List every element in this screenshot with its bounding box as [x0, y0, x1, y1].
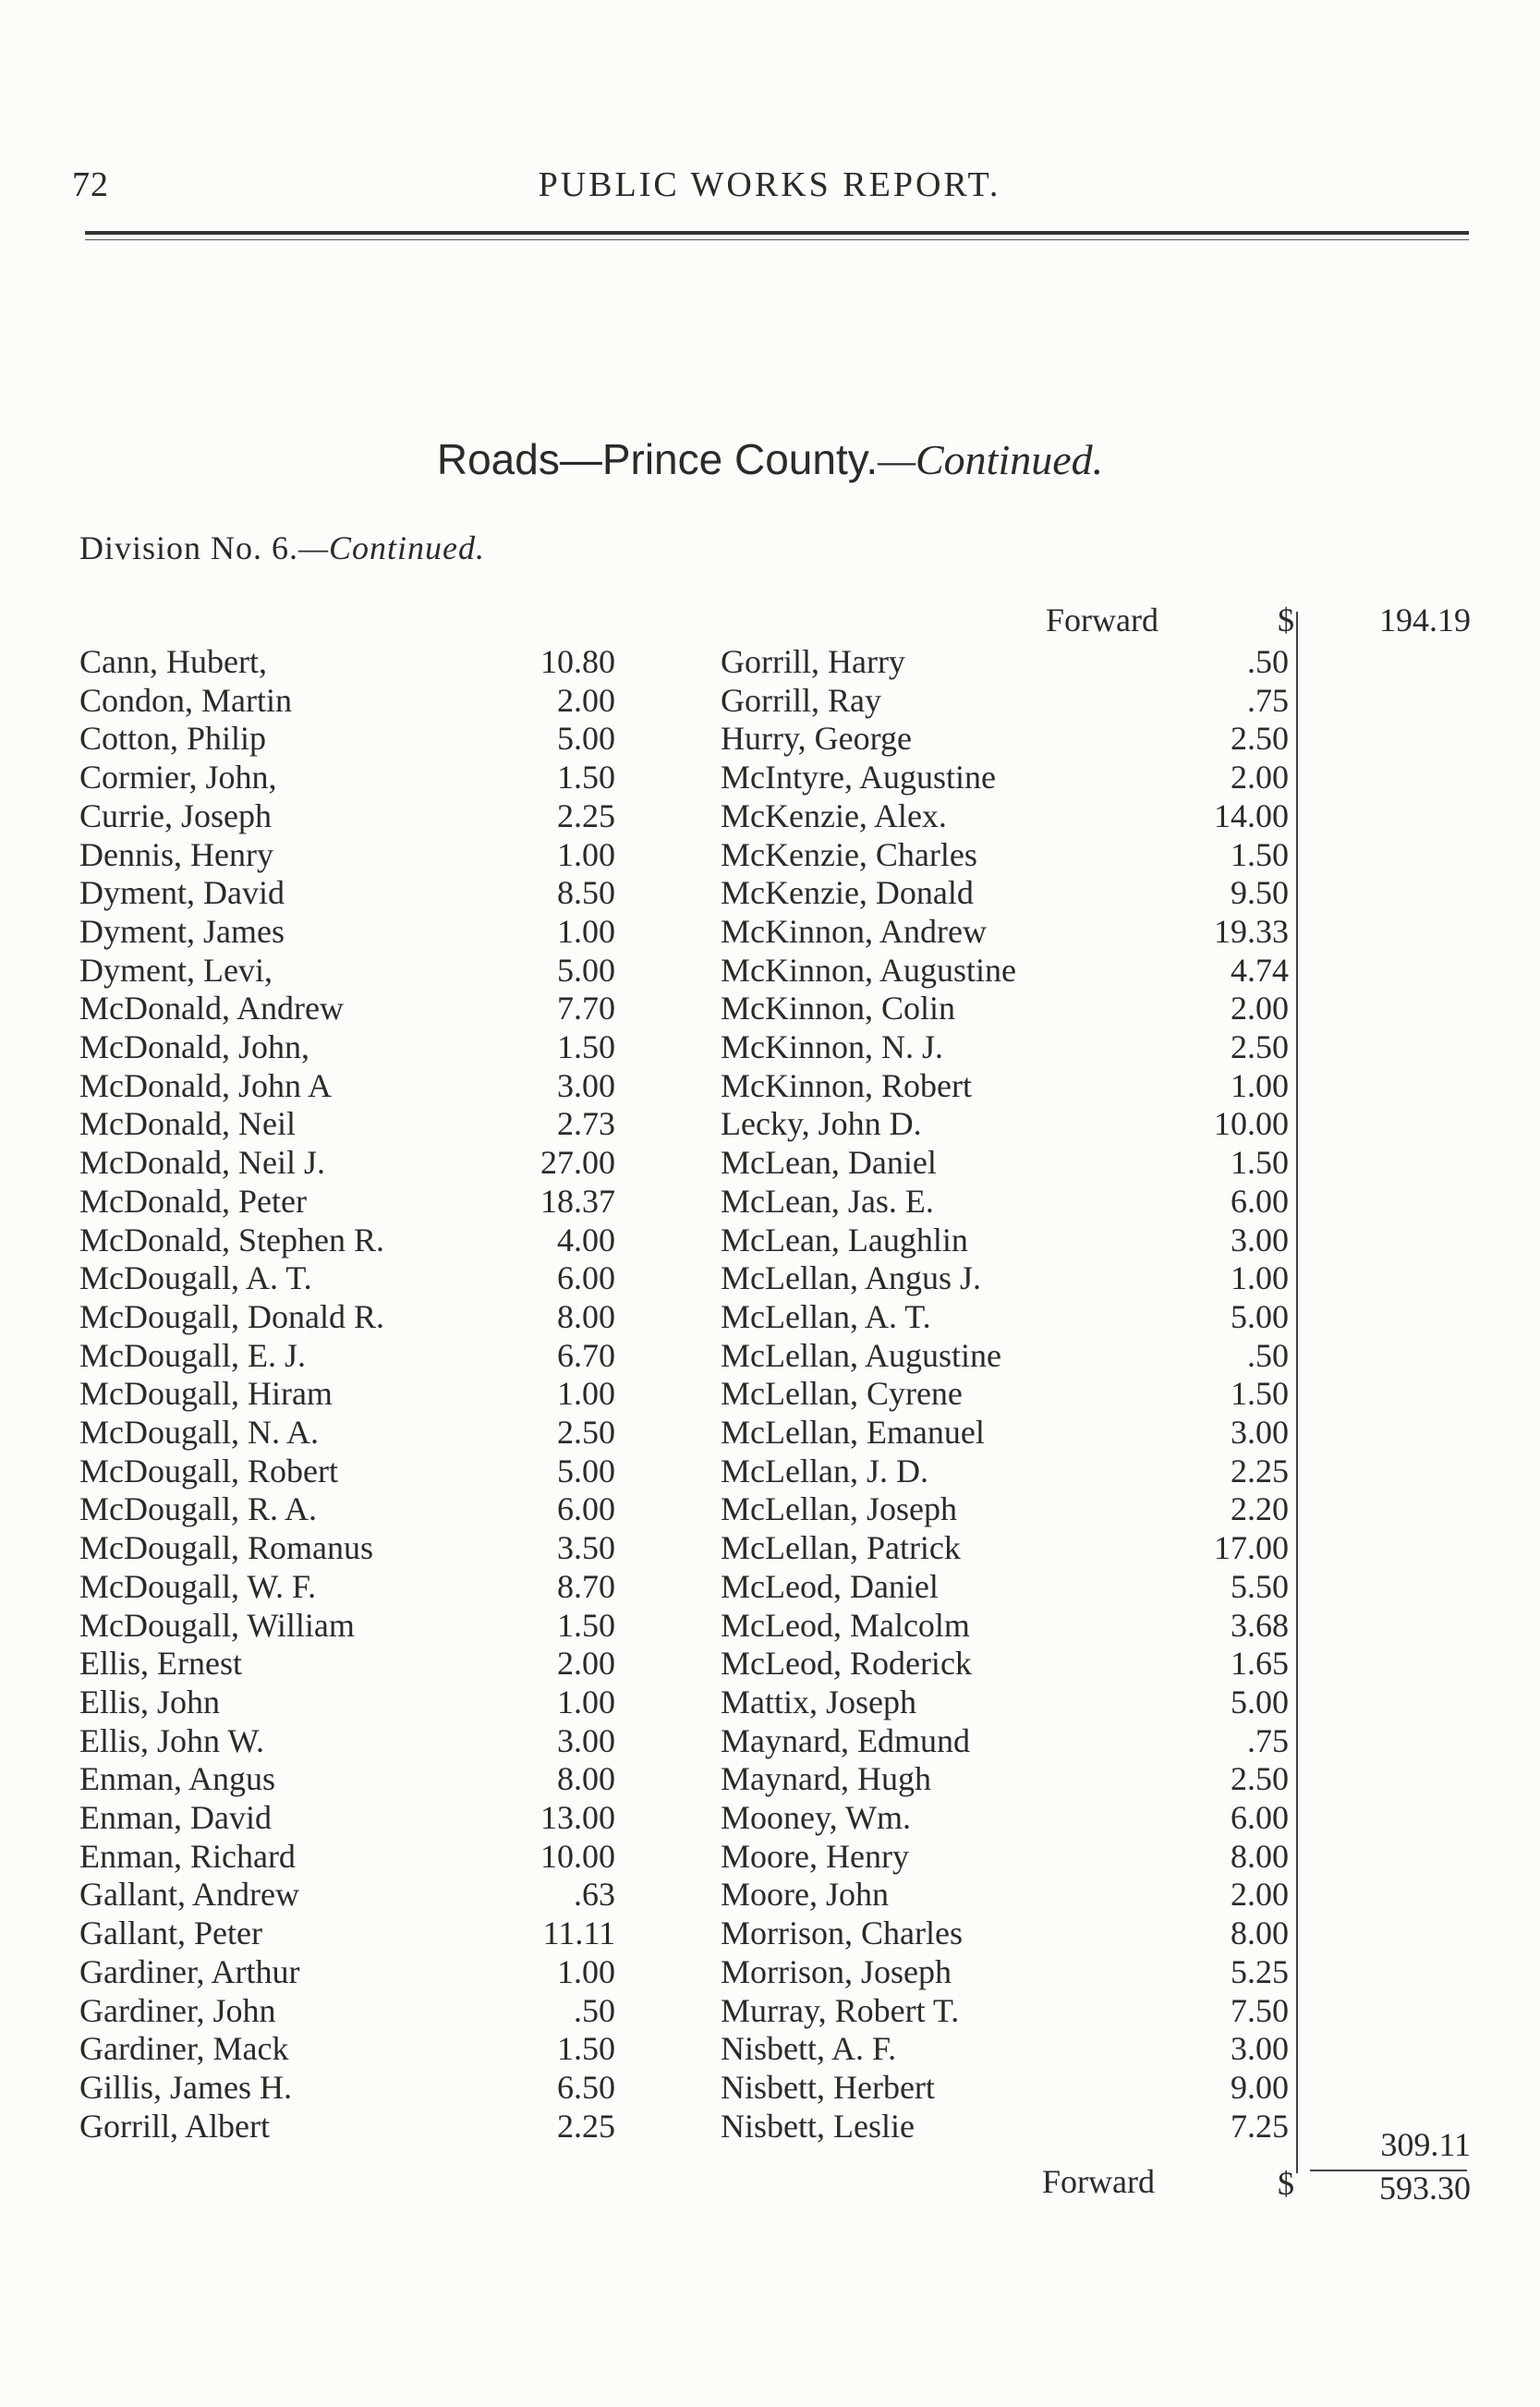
- entry-name: McKinnon, Colin: [721, 990, 956, 1027]
- entry-name: Enman, Angus: [79, 1760, 275, 1798]
- entry-amount: 5.00: [557, 951, 615, 989]
- list-item: [79, 681, 615, 720]
- entry-amount: 2.00: [1231, 990, 1289, 1027]
- list-item: [721, 681, 1289, 720]
- list-item: [721, 1452, 1289, 1490]
- entry-name: Moore, John: [721, 1876, 889, 1914]
- division-heading: [79, 529, 485, 567]
- entry-amount: 1.65: [1231, 1645, 1289, 1683]
- list-item: [79, 873, 615, 912]
- list-item: [721, 912, 1289, 951]
- entry-amount: .50: [574, 1991, 615, 2029]
- list-item: [721, 1683, 1289, 1721]
- division-label: Division No. 6.: [79, 529, 299, 566]
- entry-name: McDougall, William: [79, 1606, 355, 1644]
- entry-amount: 7.25: [1231, 2107, 1289, 2145]
- entry-name: Nisbett, Leslie: [721, 2107, 915, 2145]
- entry-name: McLellan, A. T.: [721, 1297, 931, 1335]
- entry-amount: 9.50: [1231, 874, 1289, 912]
- page-header: [72, 164, 1467, 211]
- list-item: [721, 1991, 1289, 2030]
- list-item: [721, 1066, 1289, 1105]
- list-item: [79, 1567, 615, 1606]
- list-item: [79, 2107, 615, 2146]
- list-item: [721, 719, 1289, 758]
- list-item: [721, 1798, 1289, 1837]
- list-item: [79, 1452, 615, 1490]
- entry-name: Mooney, Wm.: [721, 1799, 911, 1836]
- list-item: [721, 758, 1289, 796]
- entry-name: Gorrill, Albert: [79, 2107, 270, 2145]
- entry-amount: 2.25: [557, 796, 615, 834]
- entry-amount: 3.00: [557, 1066, 615, 1104]
- list-item: [79, 1413, 615, 1452]
- list-item: [721, 1027, 1289, 1066]
- entry-name: McKinnon, Andrew: [721, 912, 987, 950]
- entry-amount: 1.50: [1231, 1375, 1289, 1413]
- entry-amount: 4.74: [1231, 951, 1289, 989]
- entry-name: Gorrill, Harry: [721, 643, 905, 680]
- entry-name: Moore, Henry: [721, 1837, 909, 1875]
- entry-amount: 1.00: [557, 1683, 615, 1720]
- list-item: [79, 2068, 615, 2107]
- entry-name: Lecky, John D.: [721, 1105, 922, 1143]
- entry-name: McLellan, Angus J.: [721, 1259, 981, 1297]
- entry-name: McDougall, Romanus: [79, 1529, 373, 1567]
- entry-amount: 2.25: [557, 2107, 615, 2145]
- list-item: [79, 1143, 615, 1182]
- entry-amount: 5.00: [1231, 1297, 1289, 1335]
- division-continued: —Continued.: [298, 529, 486, 566]
- forward-bottom-amount: 593.30: [1379, 2170, 1471, 2206]
- entry-amount: 8.00: [557, 1760, 615, 1798]
- list-item: [79, 1182, 615, 1221]
- entry-amount: 1.50: [557, 1028, 615, 1065]
- header-rule: [85, 231, 1469, 235]
- entry-amount: 8.00: [1231, 1837, 1289, 1875]
- entry-amount: 2.00: [557, 1645, 615, 1683]
- entry-amount: 1.00: [1231, 1066, 1289, 1104]
- entry-name: McDougall, Robert: [79, 1452, 338, 1489]
- list-item: [79, 719, 615, 758]
- entry-amount: 3.00: [557, 1721, 615, 1759]
- list-item: [721, 1606, 1289, 1645]
- list-item: [721, 2107, 1289, 2146]
- entry-amount: .50: [1247, 643, 1289, 680]
- section-title: [0, 434, 1540, 484]
- entry-name: Condon, Martin: [79, 681, 292, 719]
- list-item: [721, 1721, 1289, 1760]
- entry-amount: 10.00: [1214, 1105, 1289, 1143]
- list-item: [79, 835, 615, 874]
- entry-name: Gallant, Andrew: [79, 1876, 299, 1914]
- entry-amount: 11.11: [542, 1915, 615, 1952]
- entry-amount: 2.50: [1231, 1760, 1289, 1798]
- entry-name: McDougall, E. J.: [79, 1336, 306, 1374]
- header-rule-thin: [85, 239, 1469, 240]
- entry-name: McKinnon, N. J.: [721, 1028, 943, 1065]
- entry-amount: 18.37: [540, 1182, 615, 1220]
- entry-name: Gorrill, Ray: [721, 681, 881, 719]
- entry-name: McLellan, Cyrene: [721, 1375, 963, 1413]
- list-item: [721, 951, 1289, 990]
- entry-amount: 2.50: [1231, 1028, 1289, 1065]
- entry-name: McDougall, W. F.: [79, 1567, 317, 1605]
- entry-name: McLean, Laughlin: [721, 1221, 968, 1258]
- entry-amount: 8.50: [557, 874, 615, 912]
- entry-amount: 8.00: [1231, 1915, 1289, 1952]
- entry-amount: 5.50: [1231, 1567, 1289, 1605]
- list-item: [79, 2029, 615, 2068]
- entry-amount: 19.33: [1214, 912, 1289, 950]
- entry-name: Maynard, Hugh: [721, 1760, 931, 1798]
- entry-name: McLeod, Malcolm: [721, 1606, 970, 1644]
- list-item: [721, 873, 1289, 912]
- list-item: [721, 1413, 1289, 1452]
- list-item: [721, 1143, 1289, 1182]
- list-item: [79, 1066, 615, 1105]
- entry-amount: 2.73: [557, 1105, 615, 1143]
- entry-amount: 7.50: [1231, 1991, 1289, 2029]
- entry-name: Morrison, Joseph: [721, 1952, 952, 1990]
- entry-amount: 5.00: [557, 1452, 615, 1489]
- entry-name: McDougall, A. T.: [79, 1259, 312, 1297]
- entry-amount: .75: [1247, 681, 1289, 719]
- list-item: [721, 796, 1289, 835]
- section-title-main: Roads—Prince County.: [436, 435, 879, 483]
- entry-amount: 3.68: [1231, 1606, 1289, 1644]
- list-item: [79, 912, 615, 951]
- entry-name: McLellan, Augustine: [721, 1336, 1001, 1374]
- entry-name: Enman, David: [79, 1799, 272, 1836]
- list-item: [721, 1644, 1289, 1683]
- entry-name: Gardiner, Mack: [79, 2030, 289, 2068]
- entry-amount: 10.80: [540, 643, 615, 680]
- entry-amount: 1.00: [557, 912, 615, 950]
- list-item: [79, 1221, 615, 1259]
- list-item: [79, 1528, 615, 1567]
- list-item: [721, 1489, 1289, 1528]
- entry-name: Currie, Joseph: [79, 796, 272, 834]
- entry-amount: 10.00: [540, 1837, 615, 1875]
- entry-amount: 6.00: [557, 1259, 615, 1297]
- list-item: [721, 1837, 1289, 1876]
- entry-name: McKenzie, Charles: [721, 835, 977, 873]
- entry-name: McLean, Daniel: [721, 1144, 937, 1182]
- list-item: [79, 1721, 615, 1760]
- list-item: [721, 1221, 1289, 1259]
- entry-amount: 1.00: [1231, 1259, 1289, 1297]
- list-item: [721, 1528, 1289, 1567]
- entry-amount: 1.00: [557, 1375, 615, 1413]
- forward-bottom-label: Forward: [1042, 2163, 1155, 2200]
- page-number: 72: [72, 165, 109, 204]
- entry-name: McDonald, Andrew: [79, 990, 344, 1027]
- list-item: [721, 1258, 1289, 1297]
- list-item: [721, 1182, 1289, 1221]
- entry-name: McDougall, Hiram: [79, 1375, 333, 1413]
- list-item: [79, 1952, 615, 1991]
- entry-name: McIntyre, Augustine: [721, 759, 996, 796]
- entry-amount: 2.25: [1231, 1452, 1289, 1489]
- list-item: [79, 1027, 615, 1066]
- entry-name: McLean, Jas. E.: [721, 1182, 934, 1220]
- entry-amount: 3.00: [1231, 2030, 1289, 2068]
- entry-name: Morrison, Charles: [721, 1915, 963, 1952]
- section-title-continued: —Continued.: [878, 436, 1104, 483]
- entry-amount: 4.00: [557, 1221, 615, 1258]
- list-item: [721, 1875, 1289, 1914]
- entry-name: Nisbett, Herbert: [721, 2068, 935, 2106]
- entry-amount: 6.50: [557, 2068, 615, 2106]
- list-item: [721, 1336, 1289, 1375]
- entry-name: McDonald, Neil J.: [79, 1144, 325, 1182]
- entry-name: McLellan, Joseph: [721, 1490, 957, 1528]
- entry-name: McLeod, Roderick: [721, 1645, 972, 1683]
- entry-name: Ellis, John W.: [79, 1721, 265, 1759]
- entry-name: Gillis, James H.: [79, 2068, 292, 2106]
- entry-name: Dyment, David: [79, 874, 285, 912]
- entry-amount: 9.00: [1231, 2068, 1289, 2106]
- list-item: [79, 758, 615, 796]
- running-head: PUBLIC WORKS REPORT.: [538, 165, 1001, 204]
- entry-name: Dyment, James: [79, 912, 285, 950]
- list-item: [721, 1374, 1289, 1413]
- entry-name: Ellis, Ernest: [79, 1645, 242, 1683]
- entry-amount: 1.00: [557, 835, 615, 873]
- entry-name: McKenzie, Alex.: [721, 796, 947, 834]
- entry-amount: 1.50: [557, 2030, 615, 2068]
- list-item: [79, 1914, 615, 1952]
- list-item: [79, 1297, 615, 1336]
- list-item: [721, 642, 1289, 681]
- list-item: [721, 1567, 1289, 1606]
- entry-amount: 1.50: [557, 759, 615, 796]
- entry-name: Gardiner, John: [79, 1991, 276, 2029]
- list-item: [79, 1683, 615, 1721]
- list-item: [79, 1374, 615, 1413]
- list-item: [79, 1644, 615, 1683]
- entry-name: Gallant, Peter: [79, 1915, 262, 1952]
- list-item: [79, 1489, 615, 1528]
- forward-bottom-currency: $: [1278, 2165, 1294, 2202]
- list-item: [79, 796, 615, 835]
- entry-amount: 6.00: [1231, 1182, 1289, 1220]
- entry-amount: 6.00: [557, 1490, 615, 1528]
- entry-amount: 1.50: [1231, 1144, 1289, 1182]
- entry-name: McDougall, R. A.: [79, 1490, 317, 1528]
- list-item: [721, 1759, 1289, 1798]
- entry-amount: 6.70: [557, 1336, 615, 1374]
- entry-name: McLellan, J. D.: [721, 1452, 928, 1489]
- page-subtotal: 309.11: [1380, 2126, 1471, 2163]
- entry-amount: 1.50: [1231, 835, 1289, 873]
- list-item: [79, 1606, 615, 1645]
- list-item: [721, 1104, 1289, 1143]
- entry-amount: .63: [574, 1876, 615, 1914]
- list-item: [79, 989, 615, 1027]
- entry-name: Hurry, George: [721, 720, 912, 758]
- forward-top-amount: 194.19: [1379, 602, 1471, 638]
- entry-amount: 2.50: [1231, 720, 1289, 758]
- entry-amount: 27.00: [540, 1144, 615, 1182]
- entry-name: McDonald, John,: [79, 1028, 309, 1065]
- list-item: [79, 1258, 615, 1297]
- entry-name: McLellan, Emanuel: [721, 1414, 985, 1451]
- entry-amount: 3.00: [1231, 1221, 1289, 1258]
- list-item: [79, 951, 615, 990]
- entry-amount: 1.00: [557, 1952, 615, 1990]
- entry-amount: 5.25: [1231, 1952, 1289, 1990]
- entry-amount: .75: [1247, 1721, 1289, 1759]
- entry-name: Dennis, Henry: [79, 835, 273, 873]
- entry-amount: 17.00: [1214, 1529, 1289, 1567]
- entry-name: Cann, Hubert,: [79, 643, 267, 680]
- list-item: [79, 1759, 615, 1798]
- list-item: [721, 1952, 1289, 1991]
- entry-name: McDougall, N. A.: [79, 1414, 319, 1451]
- entry-name: Nisbett, A. F.: [721, 2030, 897, 2068]
- entry-amount: 14.00: [1214, 796, 1289, 834]
- list-item: [721, 1914, 1289, 1952]
- entry-name: Maynard, Edmund: [721, 1721, 970, 1759]
- entry-name: Mattix, Joseph: [721, 1683, 916, 1720]
- list-item: [721, 835, 1289, 874]
- entry-amount: 5.00: [557, 720, 615, 758]
- entry-name: Cotton, Philip: [79, 720, 267, 758]
- list-item: [721, 989, 1289, 1027]
- entry-name: Enman, Richard: [79, 1837, 296, 1875]
- forward-top-label: Forward: [1046, 602, 1158, 638]
- entry-name: McKinnon, Robert: [721, 1066, 972, 1104]
- list-item: [721, 1297, 1289, 1336]
- entry-name: Gardiner, Arthur: [79, 1952, 300, 1990]
- entry-amount: 3.00: [1231, 1414, 1289, 1451]
- amount-column-rule: [1296, 612, 1298, 2173]
- entry-name: Dyment, Levi,: [79, 951, 273, 989]
- entry-amount: 1.50: [557, 1606, 615, 1644]
- entry-amount: .50: [1247, 1336, 1289, 1374]
- entry-amount: 2.20: [1231, 1490, 1289, 1528]
- list-item: [79, 1336, 615, 1375]
- entry-name: McDonald, Neil: [79, 1105, 296, 1143]
- list-item: [79, 1875, 615, 1914]
- list-item: [721, 2068, 1289, 2107]
- entry-amount: 2.00: [557, 681, 615, 719]
- entry-amount: 13.00: [540, 1799, 615, 1836]
- entry-name: McDougall, Donald R.: [79, 1297, 384, 1335]
- entry-name: Murray, Robert T.: [721, 1991, 960, 2029]
- entry-name: Cormier, John,: [79, 759, 277, 796]
- list-item: [721, 2029, 1289, 2068]
- entry-name: McLellan, Patrick: [721, 1529, 961, 1567]
- list-item: [79, 1104, 615, 1143]
- forward-top-currency: $: [1278, 602, 1294, 638]
- entry-name: McDonald, Peter: [79, 1182, 307, 1220]
- entry-name: McDonald, Stephen R.: [79, 1221, 384, 1258]
- entry-amount: 5.00: [1231, 1683, 1289, 1720]
- entry-name: Ellis, John: [79, 1683, 221, 1720]
- entry-amount: 2.00: [1231, 1876, 1289, 1914]
- entry-name: McKinnon, Augustine: [721, 951, 1016, 989]
- entry-amount: 8.00: [557, 1297, 615, 1335]
- list-item: [79, 1837, 615, 1876]
- entry-name: McDonald, John A: [79, 1066, 332, 1104]
- entry-amount: 2.50: [557, 1414, 615, 1451]
- entry-amount: 6.00: [1231, 1799, 1289, 1836]
- entry-amount: 2.00: [1231, 759, 1289, 796]
- entry-name: McKenzie, Donald: [721, 874, 974, 912]
- list-item: [79, 1798, 615, 1837]
- entry-amount: 7.70: [557, 990, 615, 1027]
- entry-amount: 8.70: [557, 1567, 615, 1605]
- list-item: [79, 1991, 615, 2030]
- entry-name: McLeod, Daniel: [721, 1567, 939, 1605]
- list-item: [79, 642, 615, 681]
- entry-amount: 3.50: [557, 1529, 615, 1567]
